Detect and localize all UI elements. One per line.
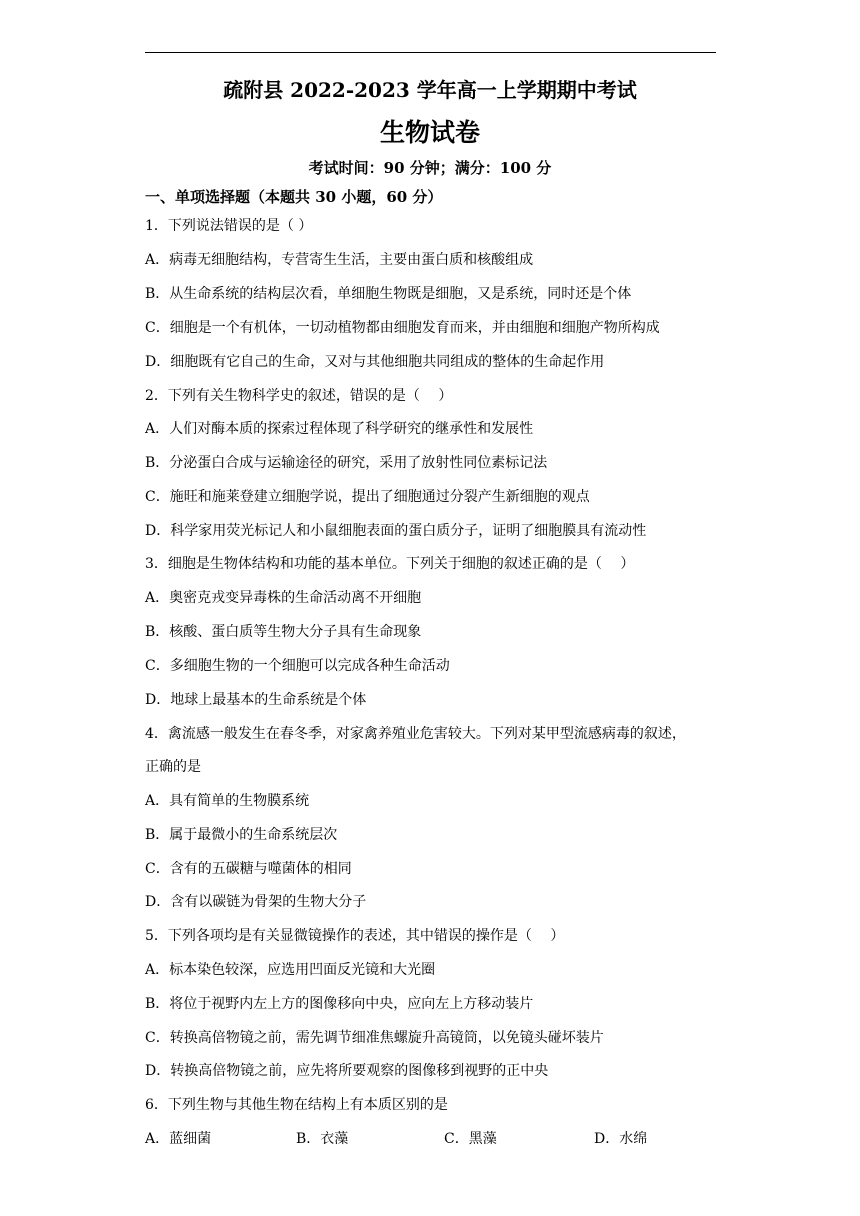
question-2-option-c: C．施旺和施莱登建立细胞学说，提出了细胞通过分裂产生新细胞的观点: [145, 489, 590, 505]
question-3-option-a: A．奥密克戎变异毒株的生命活动离不开细胞: [145, 590, 422, 606]
question-6-stem: 6．下列生物与其他生物在结构上有本质区别的是: [145, 1097, 448, 1113]
header-rule: [145, 52, 716, 53]
question-2-option-b: B．分泌蛋白合成与运输途径的研究，采用了放射性同位素标记法: [145, 455, 548, 471]
question-1-stem: 1．下列说法错误的是（ ）: [145, 218, 313, 234]
question-4-option-b: B．属于最微小的生命系统层次: [145, 827, 338, 843]
exam-subject: 生物试卷: [379, 118, 480, 147]
question-4-stem: 4．禽流感一般发生在春冬季，对家禽养殖业危害较大。下列对某甲型流感病毒的叙述，: [145, 726, 686, 742]
question-3-option-d: D．地球上最基本的生命系统是个体: [145, 692, 367, 708]
question-5-option-b: B．将位于视野内左上方的图像移向中央，应向左上方移动装片: [145, 996, 534, 1012]
question-4-option-a: A．具有简单的生物膜系统: [145, 793, 310, 809]
question-5-option-d: D．转换高倍物镜之前，应先将所要观察的图像移到视野的正中央: [145, 1063, 549, 1079]
exam-title: 疏附县 2022-2023 学年高一上学期期中考试: [223, 78, 637, 102]
question-1-option-b: B．从生命系统的结构层次看，单细胞生物既是细胞，又是系统，同时还是个体: [145, 286, 632, 302]
question-1-option-a: A．病毒无细胞结构，专营寄生生活，主要由蛋白质和核酸组成: [145, 252, 534, 268]
question-3-option-c: C．多细胞生物的一个细胞可以完成各种生命活动: [145, 658, 450, 674]
question-6-option-d: D．水绵: [594, 1131, 648, 1147]
question-6-option-a: A．蓝细菌: [145, 1131, 212, 1147]
question-5-option-a: A．标本染色较深，应选用凹面反光镜和大光圈: [145, 962, 436, 978]
question-2-stem: 2．下列有关生物科学史的叙述，错误的是（ ）: [145, 388, 453, 404]
question-2-option-d: D．科学家用荧光标记人和小鼠细胞表面的蛋白质分子，证明了细胞膜具有流动性: [145, 523, 647, 539]
question-1-option-d: D．细胞既有它自己的生命，又对与其他细胞共同组成的整体的生命起作用: [145, 354, 605, 370]
exam-info: 考试时间：90 分钟；满分：100 分: [308, 159, 552, 177]
question-6-option-c: C．黑藻: [444, 1131, 497, 1147]
question-1-option-c: C．细胞是一个有机体，一切动植物都由细胞发育而来，并由细胞和细胞产物所构成: [145, 320, 660, 336]
question-2-option-a: A．人们对酶本质的探索过程体现了科学研究的继承性和发展性: [145, 421, 534, 437]
question-4-option-c: C．含有的五碳糖与噬菌体的相同: [145, 861, 352, 877]
question-5-stem: 5．下列各项均是有关显微镜操作的表述，其中错误的操作是（ ）: [145, 928, 565, 944]
question-5-option-c: C．转换高倍物镜之前，需先调节细准焦螺旋升高镜筒，以免镜头碰坏装片: [145, 1030, 604, 1046]
question-6-option-b: B．衣藻: [296, 1131, 349, 1147]
question-4-stem-continued: 正确的是: [145, 759, 201, 775]
question-3-option-b: B．核酸、蛋白质等生物大分子具有生命现象: [145, 624, 422, 640]
question-3-stem: 3．细胞是生物体结构和功能的基本单位。下列关于细胞的叙述正确的是（ ）: [145, 556, 635, 572]
section-heading: 一、单项选择题（本题共 30 小题，60 分）: [145, 188, 443, 206]
question-4-option-d: D．含有以碳链为骨架的生物大分子: [145, 894, 367, 910]
